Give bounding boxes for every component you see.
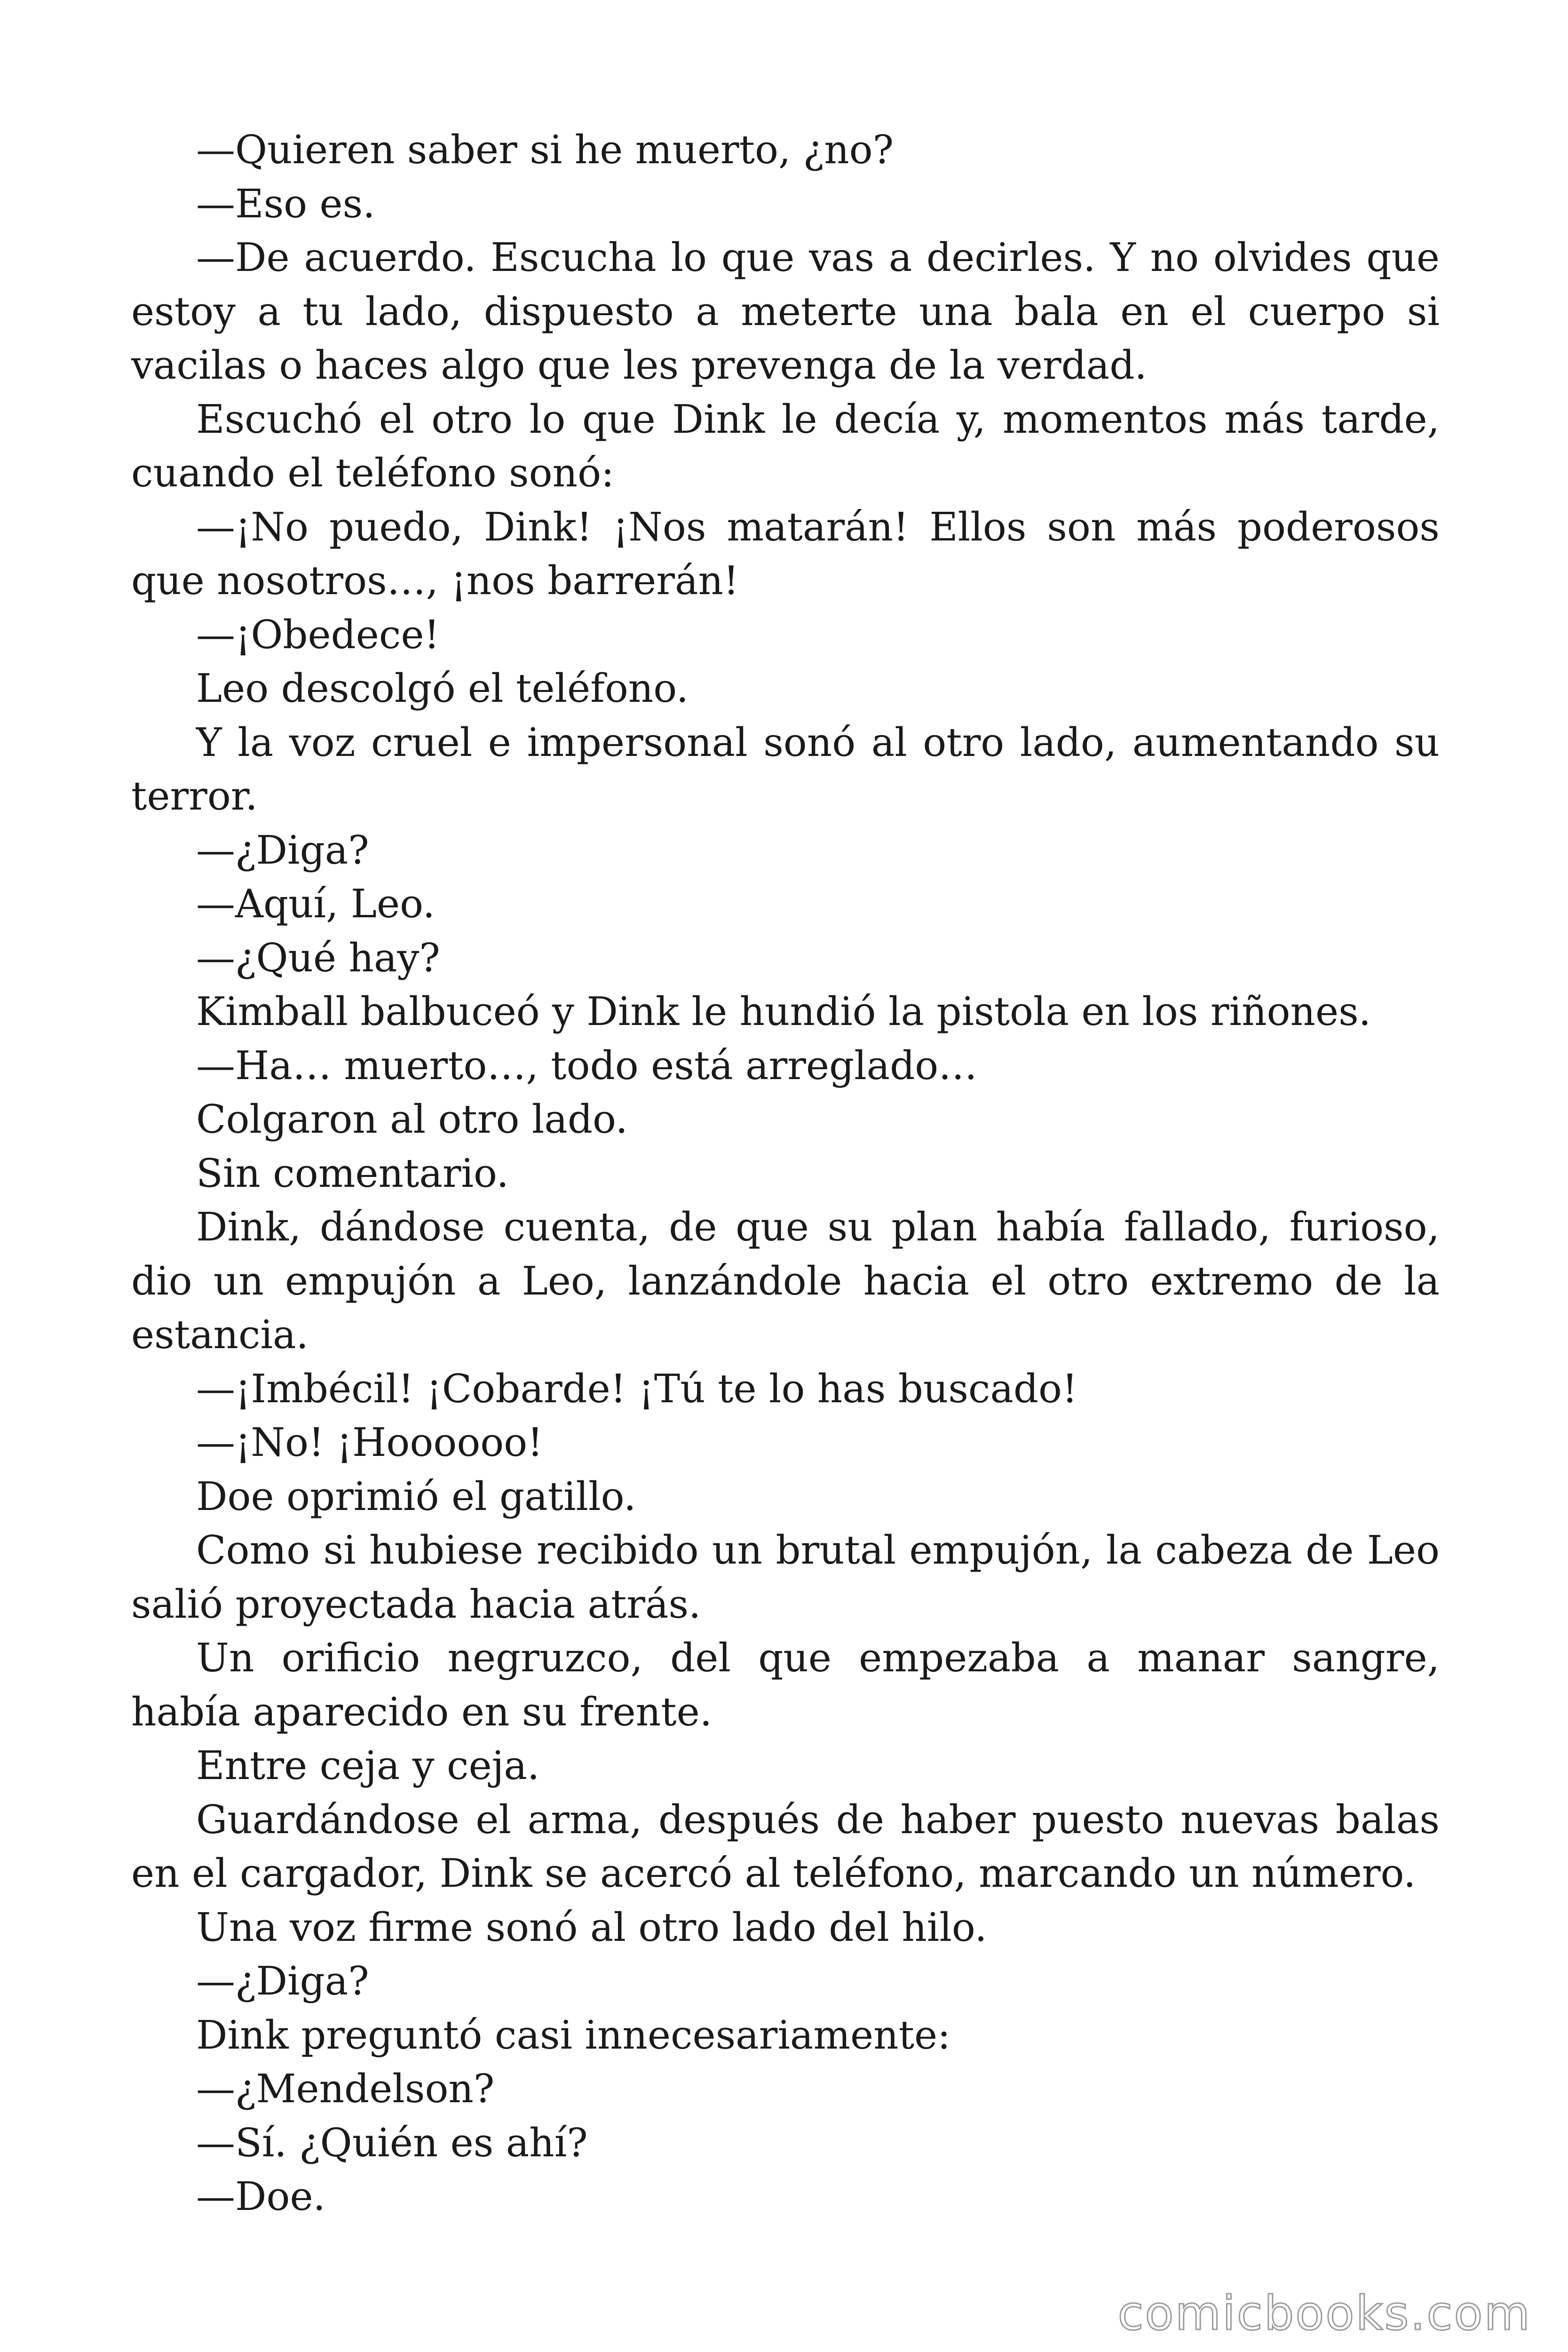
paragraph: —¿Diga? (196, 827, 369, 873)
paragraph: Colgaron al otro lado. (196, 1097, 628, 1142)
paragraph: Dink, dándose cuenta, de que su plan había fallado, furioso, dio un empujón a Leo, lanzándole hacia el otro extremo de la estancia. (131, 1204, 1440, 1358)
paragraph: Dink preguntó casi innecesariamente: (196, 2012, 951, 2058)
paragraph: —De acuerdo. Escucha lo que vas a decirles. Y no olvides que estoy a tu lado, dispuesto a meterte una bala en el cuerpo si vacilas o haces algo que les prevenga de la verdad. (131, 235, 1440, 388)
paragraph: —Sí. ¿Quién es ahí? (196, 2120, 588, 2166)
body-text (131, 123, 1440, 2224)
paragraph: Doe oprimió el gatillo. (196, 1473, 636, 1519)
paragraph: Escuchó el otro lo que Dink le decía y, momentos más tarde, cuando el teléfono sonó: (131, 396, 1440, 496)
paragraph: —¿Mendelson? (196, 2066, 495, 2112)
paragraph: Entre ceja y ceja. (196, 1743, 540, 1788)
paragraph: —¡Obedece! (196, 612, 440, 658)
paragraph: Un orificio negruzco, del que empezaba a manar sangre, había aparecido en su frente. (131, 1635, 1440, 1735)
paragraph: —Ha… muerto…, todo está arreglado… (196, 1042, 978, 1089)
paragraph: —Aquí, Leo. (196, 881, 435, 927)
paragraph: —¡No! ¡Hoooooo! (196, 1420, 543, 1465)
paragraph: Guardándose el arma, después de haber puesto nuevas balas en el cargador, Dink se acercó al teléfono, marcando un número. (131, 1796, 1440, 1896)
paragraph: Y la voz cruel e impersonal sonó al otro lado, aumentando su terror. (131, 719, 1440, 819)
paragraph: —Doe. (196, 2174, 326, 2219)
paragraph: Como si hubiese recibido un brutal empujón, la cabeza de Leo salió proyectada hacia atrás. (131, 1527, 1440, 1627)
paragraph: —¿Qué hay? (196, 935, 440, 981)
paragraph: Kimball balbuceó y Dink le hundió la pistola en los riñones. (196, 989, 1371, 1034)
paragraph: —Quieren saber si he muerto, ¿no? (196, 127, 894, 173)
site-watermark: comicbooks.com (1117, 2286, 1531, 2341)
paragraph: —¡Imbécil! ¡Cobarde! ¡Tú te lo has buscado! (196, 1366, 1078, 1412)
paragraph: Una voz firme sonó al otro lado del hilo. (196, 1904, 987, 1950)
paragraph: Sin comentario. (196, 1150, 509, 1196)
paragraph: —Eso es. (196, 181, 375, 227)
paragraph: —¡No puedo, Dink! ¡Nos matarán! Ellos son más poderosos que nosotros…, ¡nos barrerán! (131, 504, 1440, 604)
paragraph: —¿Diga? (196, 1958, 369, 2004)
paragraph: Leo descolgó el teléfono. (196, 666, 689, 711)
